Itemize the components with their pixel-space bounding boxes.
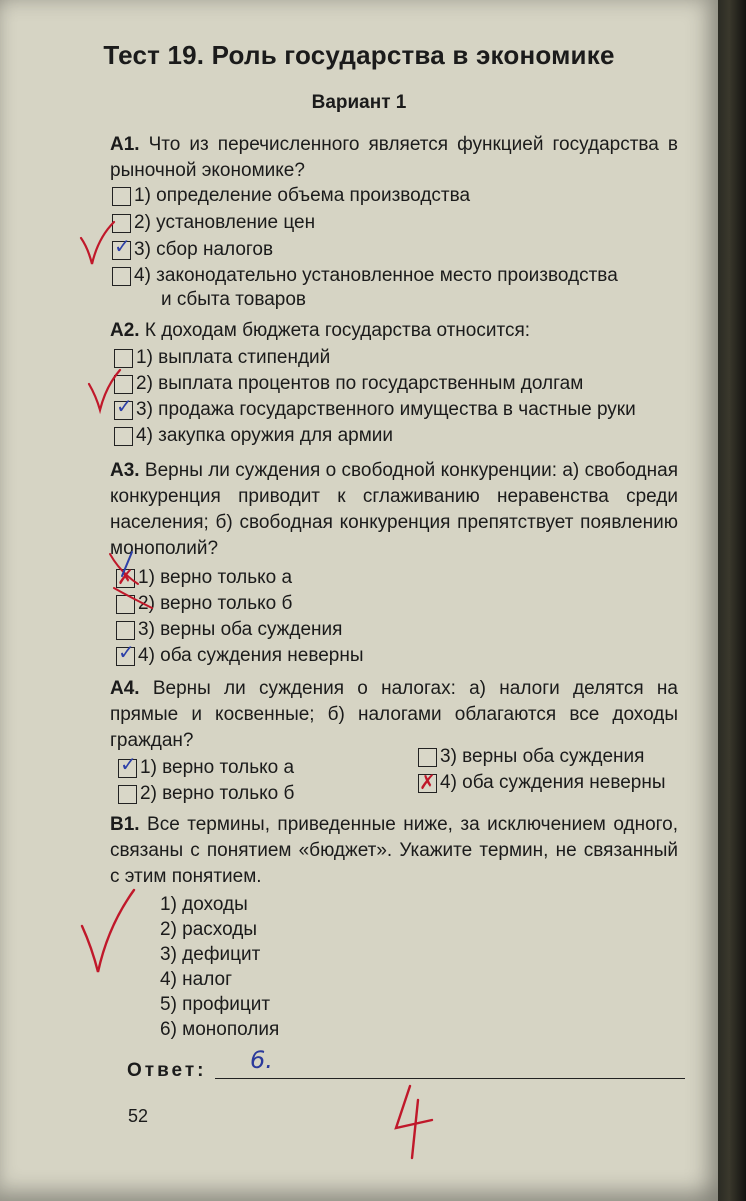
a4-option-3[interactable] (418, 745, 644, 769)
option-label: и сбыта товаров (161, 289, 306, 310)
page-title: Тест 19. Роль государства в экономике (103, 40, 615, 70)
a2-option-1[interactable] (114, 346, 330, 370)
question-a3-number: А3. (110, 460, 140, 481)
checkmark-icon: ✓ (114, 234, 131, 258)
question-a1-text: Что из перечисленного является функцией государства в рыночной экономике? (110, 134, 678, 181)
a1-option-4[interactable] (112, 264, 618, 288)
a3-option-2[interactable] (116, 592, 292, 616)
question-a4-number: А4. (110, 678, 140, 699)
checkbox[interactable] (116, 595, 135, 614)
checkmark-icon: ✓ (120, 752, 137, 776)
option-label: 2) верно только б (138, 593, 293, 614)
red-checkmark-b1-icon (78, 886, 138, 976)
checkbox-checked[interactable] (114, 394, 133, 420)
question-a1-number: А1. (110, 134, 140, 155)
question-a2-text: К доходам бюджета государства относится: (139, 320, 531, 341)
checkmark-icon: ✓ (116, 394, 133, 418)
variant-heading: Вариант 1 (311, 92, 407, 113)
answer-field[interactable] (127, 1060, 687, 1082)
option-label: 4) оба суждения неверны (440, 772, 666, 793)
a1-option-1[interactable] (112, 184, 470, 208)
question-a2 (110, 318, 678, 344)
question-a4-text: Верны ли суждения о налогах: а) налоги делятся на прямые и косвенные; б) налогами облагаются все доходы граждан? (110, 678, 678, 751)
option-label: 1) верно только а (140, 757, 295, 778)
a3-option-3[interactable] (116, 618, 342, 642)
checkbox[interactable] (112, 267, 131, 286)
red-grade-icon (388, 1082, 438, 1162)
cross-mark-icon: ✗ (419, 770, 436, 794)
b1-term: 5) профицит (160, 994, 271, 1015)
question-a4 (110, 676, 678, 754)
b1-term: 2) расходы (160, 919, 257, 940)
a4-option-2[interactable] (118, 782, 294, 806)
b1-term: 6) монополия (160, 1019, 280, 1040)
a3-option-1[interactable] (116, 566, 292, 590)
option-label: 3) верны оба суждения (138, 619, 343, 640)
option-label: 2) верно только б (140, 783, 295, 804)
question-a3-text: Верны ли суждения о свободной конкуренции: а) свободная конкуренция приводит к сглаживанию неравенства среди населения; б) свободная конкуренция препятствует появлению монополий? (110, 460, 678, 559)
handwritten-answer: 6. (250, 1046, 273, 1074)
question-a3 (110, 458, 678, 562)
page-number: 52 (128, 1106, 149, 1126)
a2-option-4[interactable] (114, 424, 393, 448)
option-label: 3) верны оба суждения (440, 746, 645, 767)
a2-option-3[interactable] (114, 394, 636, 422)
a1-option-2[interactable] (112, 211, 315, 235)
book-spine-edge (718, 0, 746, 1201)
checkbox[interactable] (114, 427, 133, 446)
checkbox-crossed[interactable] (418, 770, 437, 794)
checkbox[interactable] (118, 785, 137, 804)
question-a2-number: А2. (110, 320, 140, 341)
a4-option-4[interactable] (418, 771, 666, 795)
answer-label: Ответ: (127, 1060, 207, 1081)
b1-term-list (160, 892, 279, 1042)
checkbox[interactable] (112, 214, 131, 233)
checkmark-icon: ✓ (118, 640, 135, 664)
cross-mark-icon: ✗ (117, 565, 134, 589)
a1-option-3[interactable] (112, 234, 274, 262)
checkbox-crossed[interactable] (116, 565, 135, 589)
option-label: 2) выплата процентов по государственным долгам (136, 373, 584, 394)
checkbox[interactable] (114, 349, 133, 368)
b1-term: 1) доходы (160, 894, 248, 915)
checkbox-checked[interactable] (116, 640, 135, 666)
option-label: 2) установление цен (134, 212, 316, 233)
question-b1-number: В1. (110, 814, 140, 835)
a2-option-2[interactable] (114, 372, 583, 396)
option-label: 3) сбор налогов (134, 239, 274, 260)
a4-option-1[interactable] (118, 752, 295, 780)
option-label: 1) верно только а (138, 567, 293, 588)
a1-option-4-continued (161, 288, 306, 312)
checkbox-checked[interactable] (112, 234, 131, 260)
question-a1 (110, 132, 678, 184)
option-label: 4) законодательно установленное место производства (134, 265, 618, 286)
b1-term: 4) налог (160, 969, 233, 990)
checkbox-checked[interactable] (118, 752, 137, 778)
checkbox[interactable] (418, 748, 437, 767)
checkbox[interactable] (112, 187, 131, 206)
option-label: 1) определение объема производства (134, 185, 471, 206)
option-label: 1) выплата стипендий (136, 347, 331, 368)
option-label: 4) закупка оружия для армии (136, 425, 394, 446)
question-b1-text: Все термины, приведенные ниже, за исключением одного, связаны с понятием «бюджет». Укажите термин, не связанный с этим понятием. (110, 814, 678, 887)
b1-term: 3) дефицит (160, 944, 261, 965)
option-label: 4) оба суждения неверны (138, 645, 364, 666)
question-b1 (110, 812, 678, 890)
checkbox[interactable] (116, 621, 135, 640)
option-label: 3) продажа государственного имущества в частные руки (136, 399, 636, 420)
checkbox[interactable] (114, 375, 133, 394)
answer-underline (215, 1078, 685, 1079)
a3-option-4[interactable] (116, 640, 364, 668)
